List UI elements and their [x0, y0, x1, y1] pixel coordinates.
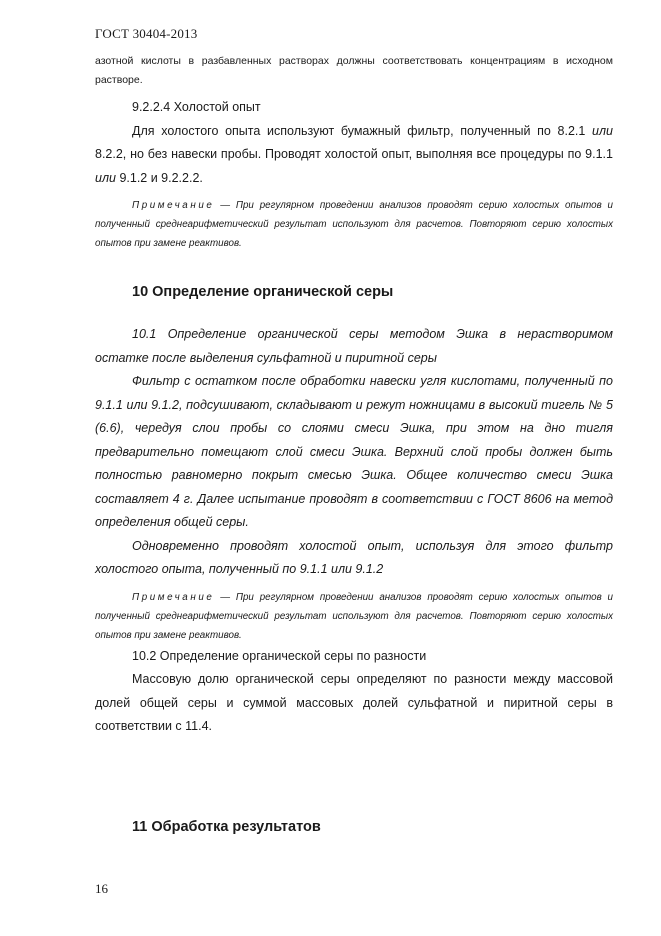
section-10-2-title: 10.2 Определение органической серы по разности	[132, 648, 427, 663]
paragraph-continuation: азотной кислоты в разбавленных растворах должны соответствовать концентрациям в исходном растворе.	[95, 55, 613, 86]
section-10-1-body: Фильтр с остатком после обработки навески угля кислотами, полученный по 9.1.1 или 9.1.2, подсушивают, складывают и режут ножницами в высокий тигель № 5 (6.6), чередуя слои пробы со слоями смеси Эшка, при этом на дно тигля предварительно помещают слой смеси Эшка. Верхний слой пробы должен быть полностью равномерно покрыт смесью Эшка. Общее количество смеси Эшка составляет 4 г. Далее испытание проводят в соответствии с ГОСТ 8606 на метод определения общей серы.	[95, 374, 613, 529]
note-1: Примечание — При регулярном проведении анализов проводят серию холостых опытов и полученный среднеарифметический результат используют для расчетов. Повторяют серию холостых опытов при замене реактивов.	[95, 200, 613, 249]
section-10-1-title: 10.1 Определение органической серы методом Эшка в нерастворимом остатке после выделения сульфатной и пиритной серы	[95, 327, 613, 365]
section-10-2-body: Массовую долю органической серы определяют по разности между массовой долей общей серы и суммой массовых долей сульфатной и пиритной серы в соответствии с 11.4.	[95, 672, 613, 733]
section-9-2-2-4-body: Для холостого опыта используют бумажный фильтр, полученный по 8.2.1 или 8.2.2, но без навески пробы. Проводят холостой опыт, выполняя все процедуры по 9.1.1 или 9.1.2 и 9.2.2.2.	[95, 123, 613, 185]
section-11-heading: 11 Обработка результатов	[132, 818, 321, 835]
document-header: ГОСТ 30404-2013	[95, 26, 198, 41]
section-9-2-2-4-title: 9.2.2.4 Холостой опыт	[132, 100, 261, 114]
page-number: 16	[95, 881, 108, 896]
note-2: Примечание — При регулярном проведении анализов проводят серию холостых опытов и полученный среднеарифметический результат используют для расчетов. Повторяют серию холостых опытов при замене реактивов.	[95, 591, 613, 641]
section-10-1-blank: Одновременно проводят холостой опыт, используя для этого фильтр холостого опыта, полученный по 9.1.1 или 9.1.2	[95, 538, 613, 576]
page-content	[95, 52, 613, 835]
section-10-heading: 10 Определение органической серы	[132, 284, 394, 300]
